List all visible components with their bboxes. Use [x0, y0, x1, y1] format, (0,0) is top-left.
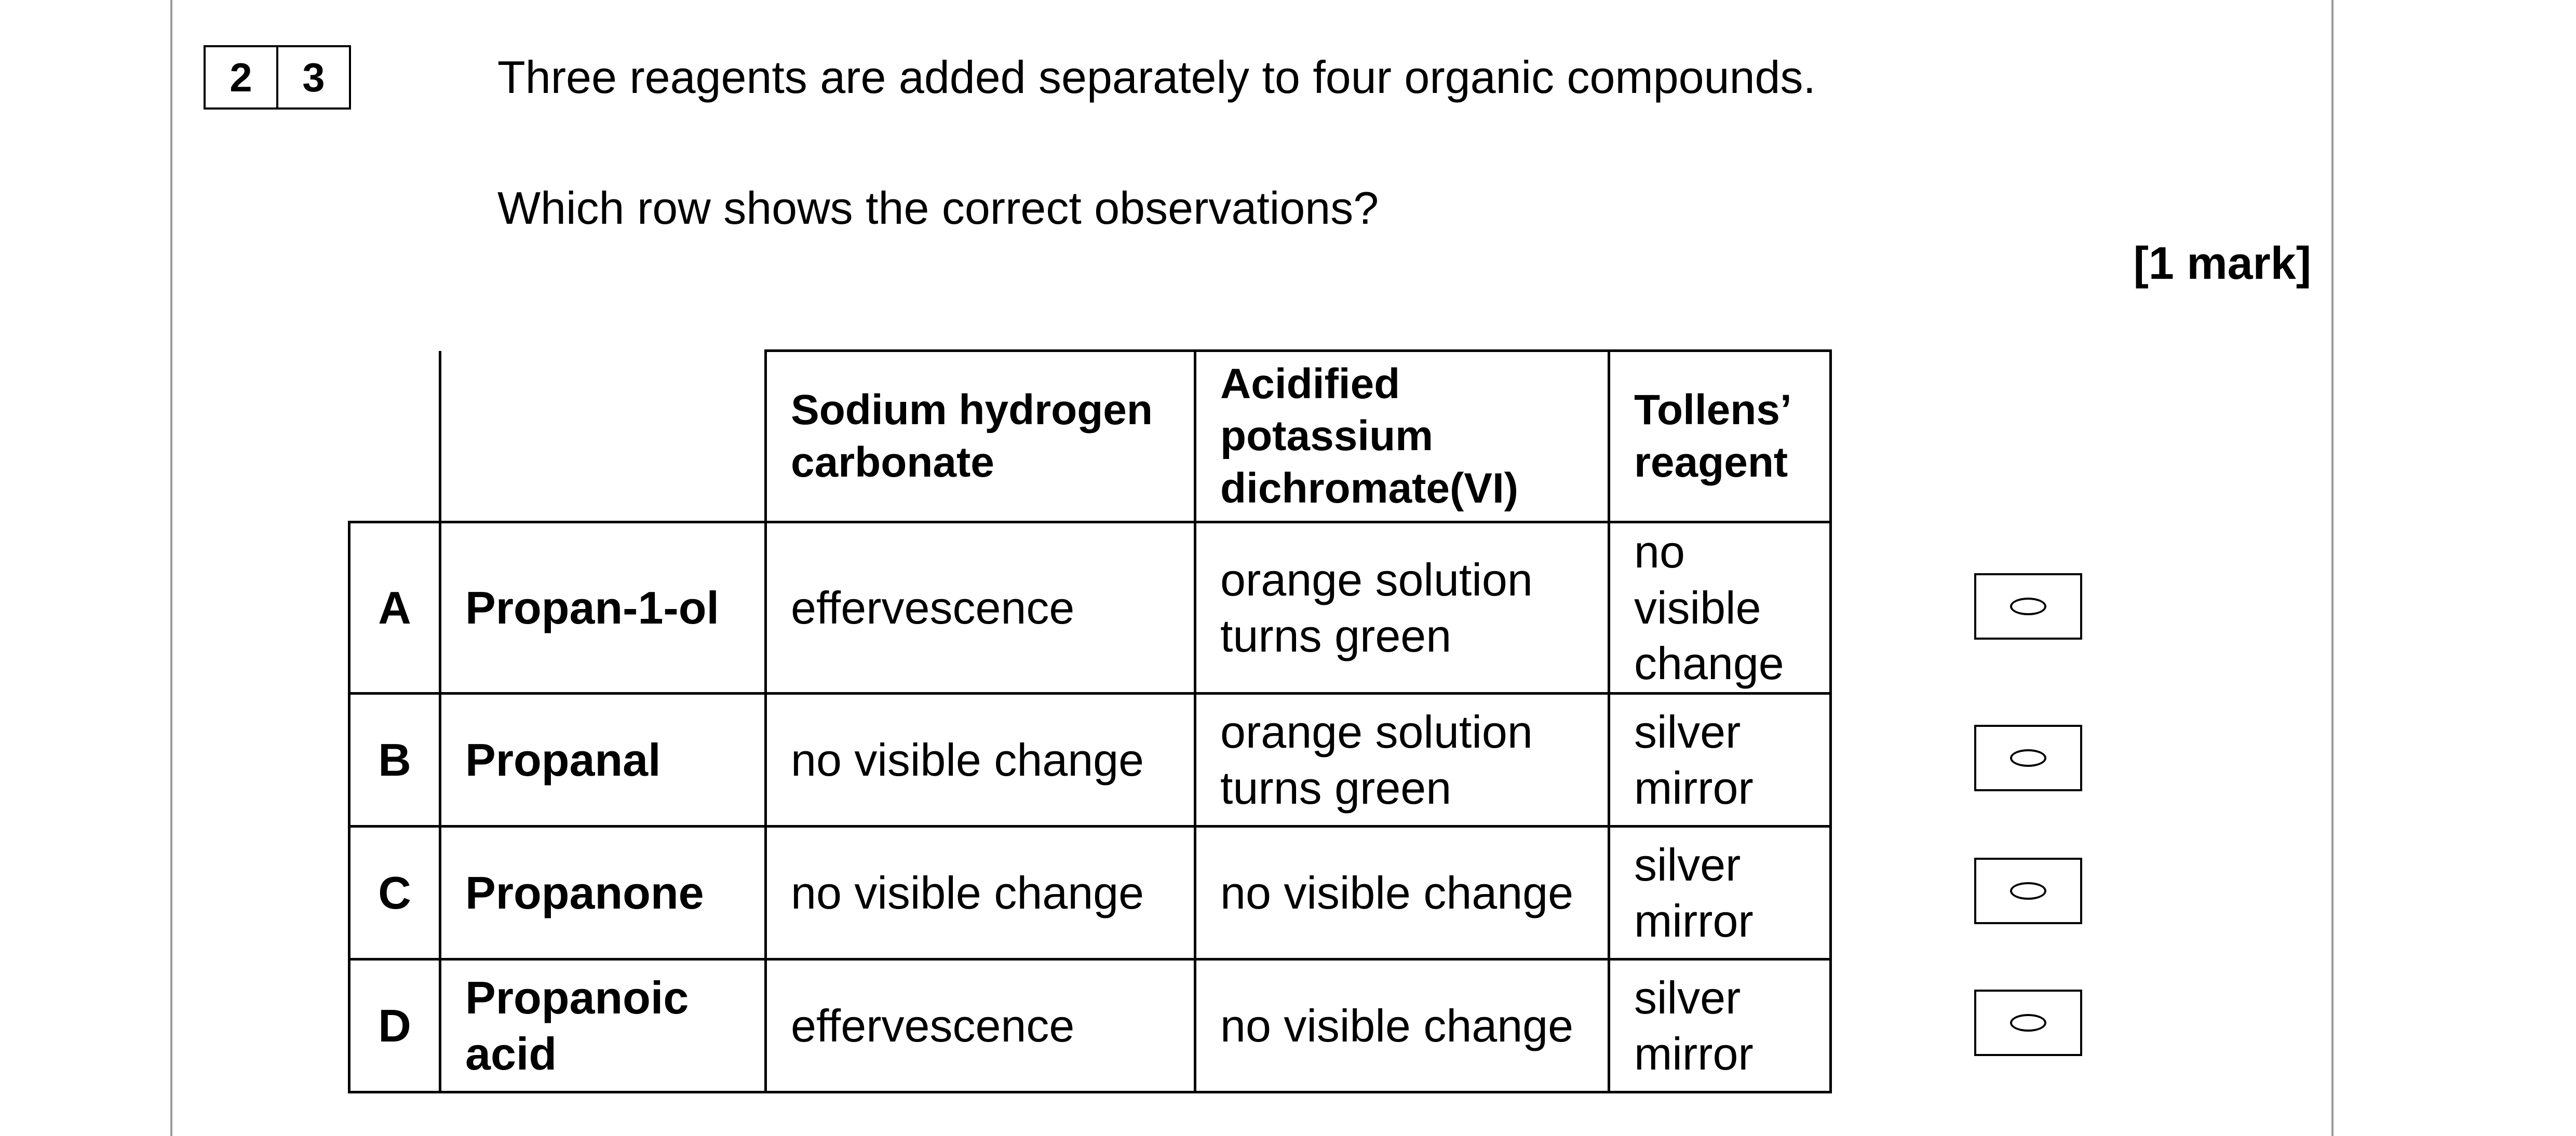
mark-allocation: [1 mark]: [2133, 237, 2311, 289]
observations-table: [348, 349, 1832, 1093]
dichromate-observation: no visible change: [1195, 827, 1609, 959]
table-row: [349, 694, 1831, 827]
table-row: [349, 959, 1831, 1092]
compound-name: Propanal: [440, 694, 766, 827]
answer-oval-icon: [2010, 882, 2046, 900]
nahco3-observation: effervescence: [766, 522, 1195, 694]
dichromate-observation: orange solution turns green: [1195, 522, 1609, 694]
answer-option-b[interactable]: [1974, 725, 2082, 791]
question-number-box: [204, 45, 351, 110]
tollens-observation: silver mirror: [1609, 827, 1831, 959]
question-stem: Three reagents are added separately to four organic compounds.: [497, 51, 1816, 103]
table-header-row: [349, 351, 1831, 522]
nahco3-observation: no visible change: [766, 694, 1195, 827]
header-tollens-reagent: Tollens’ reagent: [1609, 351, 1831, 522]
answer-option-c[interactable]: [1974, 858, 2082, 924]
answer-oval-icon: [2010, 598, 2046, 615]
answer-oval-icon: [2010, 749, 2046, 767]
page-margin-line-left: [170, 0, 172, 1136]
tollens-observation: silver mirror: [1609, 694, 1831, 827]
question-number-digit: 2: [230, 54, 252, 100]
compound-name: Propanoic acid: [440, 959, 766, 1092]
question-prompt: Which row shows the correct observations?: [497, 182, 1379, 234]
tollens-observation: no visible change: [1609, 522, 1831, 694]
tollens-observation: silver mirror: [1609, 959, 1831, 1092]
compound-name: Propanone: [440, 827, 766, 959]
row-letter: D: [349, 959, 440, 1092]
blank-header-cell: [349, 351, 440, 522]
blank-header-cell: [440, 351, 766, 522]
dichromate-observation: no visible change: [1195, 959, 1609, 1092]
table-row: [349, 827, 1831, 959]
answer-option-a[interactable]: [1974, 573, 2082, 640]
header-acidified-potassium-dichromate: Acidified potassium dichromate(VI): [1195, 351, 1609, 522]
answer-option-d[interactable]: [1974, 990, 2082, 1056]
row-letter: B: [349, 694, 440, 827]
compound-name: Propan-1-ol: [440, 522, 766, 694]
dichromate-observation: orange solution turns green: [1195, 694, 1609, 827]
page-margin-line-right: [2331, 0, 2334, 1136]
header-sodium-hydrogen-carbonate: Sodium hydrogen carbonate: [766, 351, 1195, 522]
question-number-digit: 3: [276, 47, 349, 107]
row-letter: A: [349, 522, 440, 694]
nahco3-observation: no visible change: [766, 827, 1195, 959]
answer-oval-icon: [2010, 1014, 2046, 1032]
table-row: [349, 522, 1831, 694]
nahco3-observation: effervescence: [766, 959, 1195, 1092]
row-letter: C: [349, 827, 440, 959]
